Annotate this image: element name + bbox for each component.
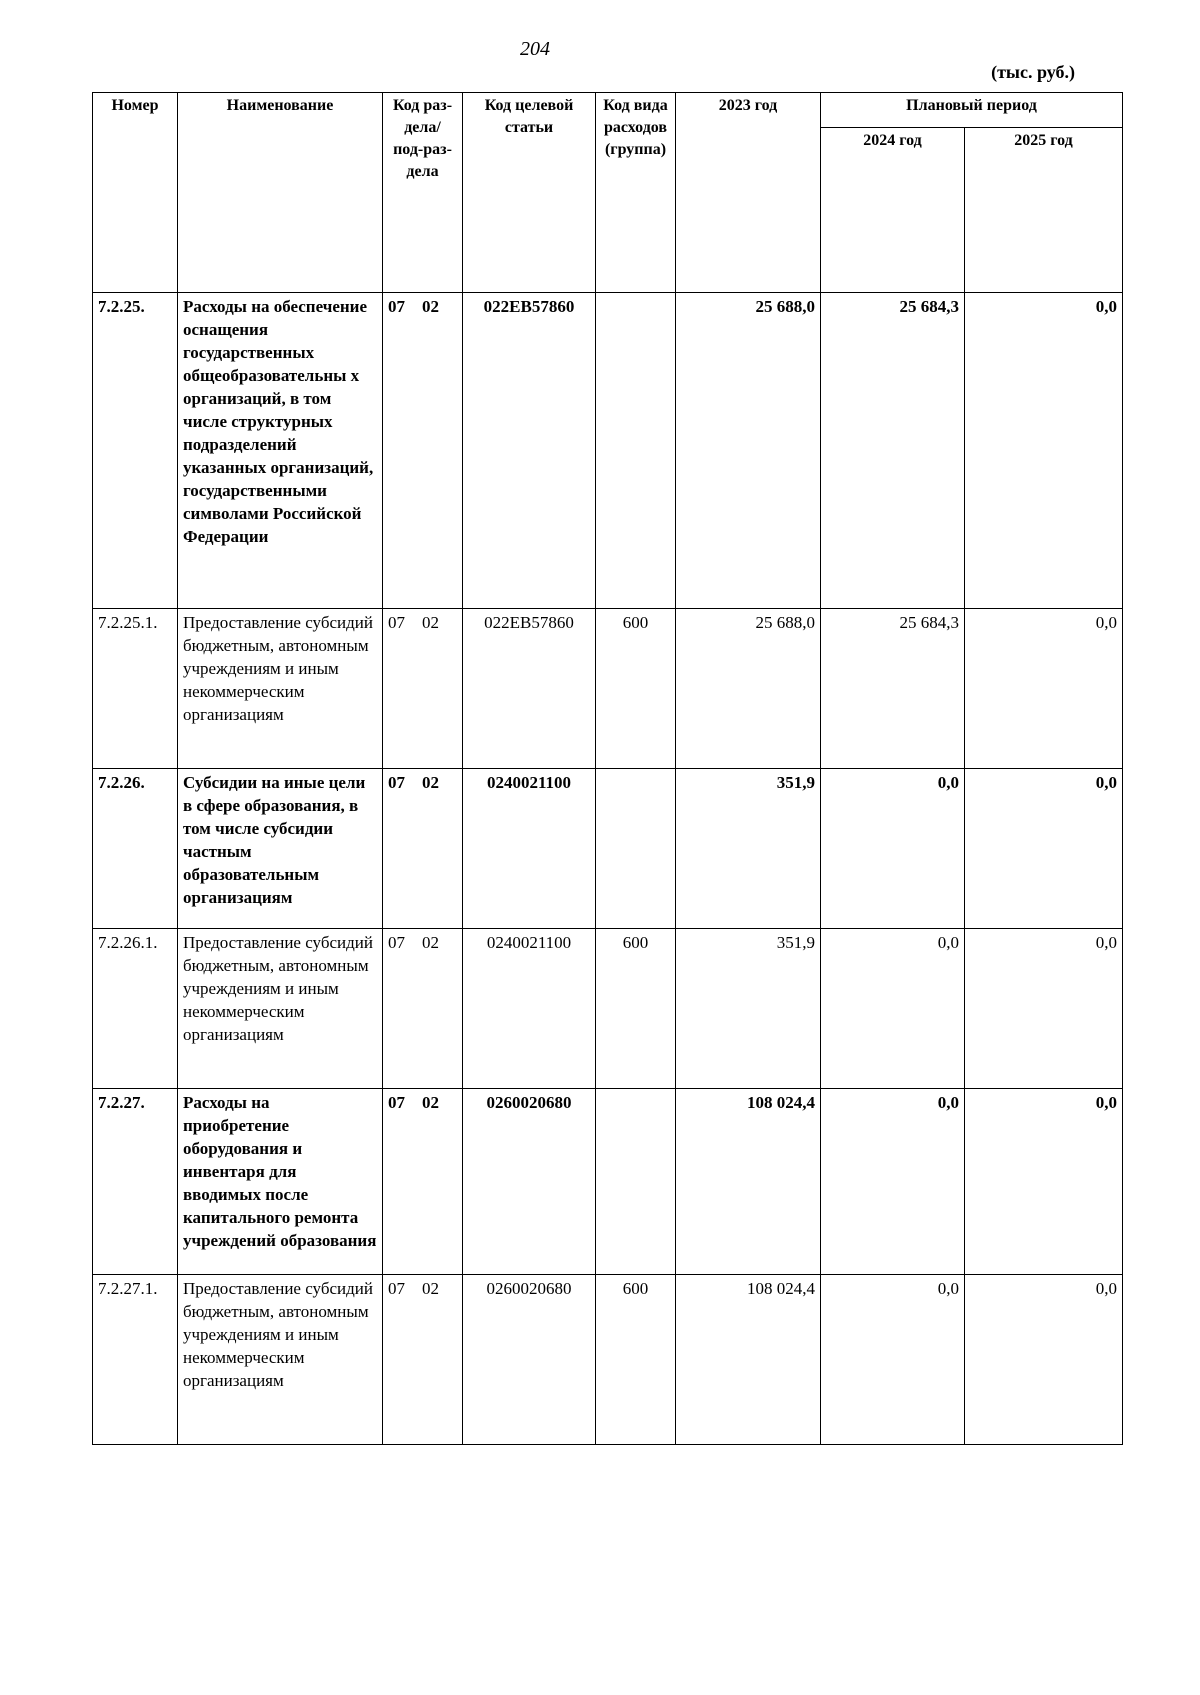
row-section-code xyxy=(383,929,463,1089)
row-name: Предоставление субсидий бюджетным, автономным учреждениям и иным некоммерческим организациям xyxy=(178,929,383,1089)
row-target-code: 022ЕВ57860 xyxy=(463,609,596,769)
row-value-2023: 25 688,0 xyxy=(676,609,821,769)
row-value-2023: 351,9 xyxy=(676,929,821,1089)
row-number: 7.2.26. xyxy=(93,769,178,929)
header-year-2025: 2025 год xyxy=(965,128,1123,293)
section-code: 07 xyxy=(388,933,405,952)
row-target-code: 0260020680 xyxy=(463,1089,596,1275)
row-value-2025: 0,0 xyxy=(965,769,1123,929)
row-name: Расходы на приобретение оборудования и инвентаря для вводимых после капитального ремонта учреждений образования xyxy=(178,1089,383,1275)
row-target-code: 0260020680 xyxy=(463,1275,596,1445)
row-number: 7.2.26.1. xyxy=(93,929,178,1089)
row-section-code xyxy=(383,1089,463,1275)
header-year-2024: 2024 год xyxy=(821,128,965,293)
row-section-code xyxy=(383,1275,463,1445)
page-number: 204 xyxy=(520,38,550,60)
row-expense-type xyxy=(596,293,676,609)
row-value-2024: 25 684,3 xyxy=(821,609,965,769)
row-value-2024: 0,0 xyxy=(821,769,965,929)
row-target-code: 0240021100 xyxy=(463,769,596,929)
row-name: Расходы на обеспечение оснащения государственных общеобразовательны х организаций, в том числе структурных подразделений указанных организаций, государственными символами Российской Федерации xyxy=(178,293,383,609)
subsection-code: 02 xyxy=(422,613,439,632)
section-code: 07 xyxy=(388,613,405,632)
row-expense-type: 600 xyxy=(596,1275,676,1445)
header-name: Наименование xyxy=(178,93,383,293)
row-value-2025: 0,0 xyxy=(965,1089,1123,1275)
header-expense-type: Код вида расходов (группа) xyxy=(596,93,676,293)
row-value-2025: 0,0 xyxy=(965,293,1123,609)
row-expense-type xyxy=(596,769,676,929)
row-section-code xyxy=(383,769,463,929)
row-value-2024: 0,0 xyxy=(821,1089,965,1275)
budget-table xyxy=(92,92,1123,1445)
row-expense-type xyxy=(596,1089,676,1275)
subsection-code: 02 xyxy=(422,933,439,952)
row-section-code xyxy=(383,609,463,769)
table-row xyxy=(93,293,1123,609)
row-value-2024: 0,0 xyxy=(821,929,965,1089)
row-value-2023: 351,9 xyxy=(676,769,821,929)
header-row xyxy=(93,93,1123,128)
units-label: (тыс. руб.) xyxy=(991,62,1075,82)
row-value-2023: 108 024,4 xyxy=(676,1275,821,1445)
subsection-code: 02 xyxy=(422,1279,439,1298)
table-row xyxy=(93,609,1123,769)
header-year-2023: 2023 год xyxy=(676,93,821,293)
row-value-2025: 0,0 xyxy=(965,609,1123,769)
row-number: 7.2.25. xyxy=(93,293,178,609)
section-code: 07 xyxy=(388,297,405,316)
section-code: 07 xyxy=(388,1279,405,1298)
row-name: Предоставление субсидий бюджетным, автономным учреждениям и иным некоммерческим организациям xyxy=(178,609,383,769)
subsection-code: 02 xyxy=(422,1093,439,1112)
row-value-2025: 0,0 xyxy=(965,929,1123,1089)
header-section: Код раз-дела/ под-раз-дела xyxy=(383,93,463,293)
row-value-2025: 0,0 xyxy=(965,1275,1123,1445)
section-code: 07 xyxy=(388,1093,405,1112)
row-target-code: 0240021100 xyxy=(463,929,596,1089)
row-section-code xyxy=(383,293,463,609)
row-value-2023: 108 024,4 xyxy=(676,1089,821,1275)
table-row xyxy=(93,1089,1123,1275)
table-row xyxy=(93,769,1123,929)
table-row xyxy=(93,1275,1123,1445)
row-expense-type: 600 xyxy=(596,609,676,769)
header-planned-period: Плановый период xyxy=(821,93,1123,128)
row-value-2023: 25 688,0 xyxy=(676,293,821,609)
row-number: 7.2.27.1. xyxy=(93,1275,178,1445)
subsection-code: 02 xyxy=(422,297,439,316)
row-target-code: 022ЕВ57860 xyxy=(463,293,596,609)
row-expense-type: 600 xyxy=(596,929,676,1089)
section-code: 07 xyxy=(388,773,405,792)
header-number: Номер xyxy=(93,93,178,293)
table-row xyxy=(93,929,1123,1089)
row-number: 7.2.27. xyxy=(93,1089,178,1275)
row-name: Субсидии на иные цели в сфере образования, в том числе субсидии частным образовательным организациям xyxy=(178,769,383,929)
row-name: Предоставление субсидий бюджетным, автономным учреждениям и иным некоммерческим организациям xyxy=(178,1275,383,1445)
row-value-2024: 25 684,3 xyxy=(821,293,965,609)
subsection-code: 02 xyxy=(422,773,439,792)
header-target: Код целевой статьи xyxy=(463,93,596,293)
row-number: 7.2.25.1. xyxy=(93,609,178,769)
row-value-2024: 0,0 xyxy=(821,1275,965,1445)
